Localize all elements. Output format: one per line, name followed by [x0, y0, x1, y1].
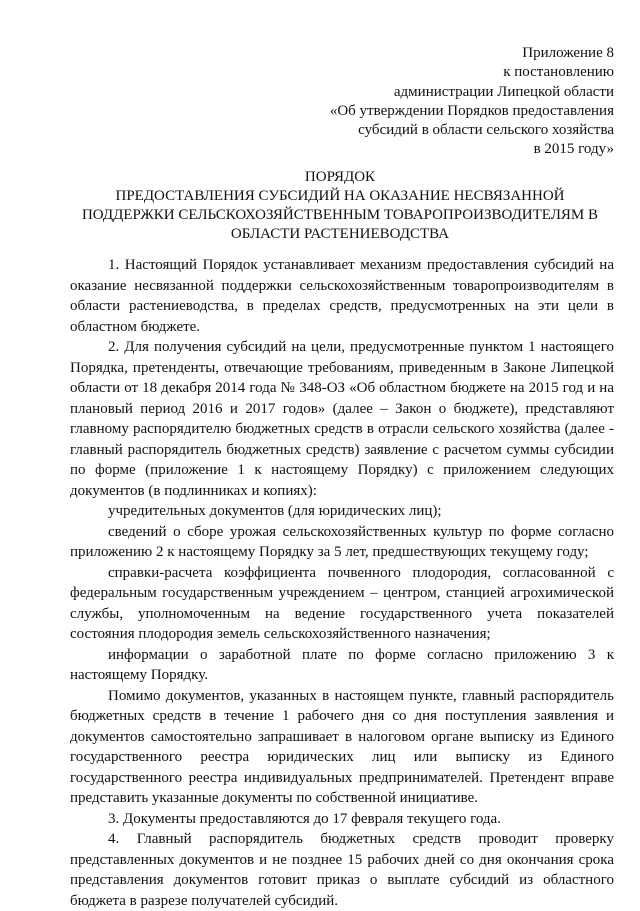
- annex-block: [284, 44, 614, 160]
- title-line: ОБЛАСТИ РАСТЕНИЕВОДСТВА: [230, 226, 450, 242]
- annex-line: в 2015 году»: [533, 141, 614, 158]
- paragraph-registry-request: Помимо документов, указанных в настоящем пункте, главный распорядитель бюджетных средств в течение 1 рабочего дня со дня поступления заявления и документов самостоятельно запрашивает в налоговом органе выписку из Единого государственного реестра юридических лиц или выписку из Единого государственного реестра индивидуальных предпринимателей. Претендент вправе представить указанные документы по собственной инициативе.: [70, 687, 614, 806]
- paragraph-4: 4. Главный распорядитель бюджетных средств проводит проверку представленных документов и не позднее 15 рабочих дней со дня окончания срока представления документов готовит приказ о выплате субсидий из областного бюджета в разрезе получателей субсидий.: [70, 831, 614, 909]
- document-body: [70, 255, 614, 911]
- document-title: [60, 168, 620, 244]
- annex-line: субсидий в области сельского хозяйства: [358, 122, 614, 139]
- paragraph-1: 1. Настоящий Порядок устанавливает механизм предоставления субсидий на оказание несвязанной поддержки сельскохозяйственным товаропроизводителям в области растениеводства, в пределах средств, предусмотренных на эти цели в областном бюджете.: [70, 257, 614, 335]
- annex-line: Приложение 8: [522, 45, 614, 61]
- annex-line: «Об утверждении Порядков предоставления: [329, 102, 614, 119]
- title-line: ПОДДЕРЖКИ СЕЛЬСКОХОЗЯЙСТВЕННЫМ ТОВАРОПРОИЗВОДИТЕЛЯМ В: [81, 207, 599, 223]
- paragraph-3: 3. Документы предоставляются до 17 февраля текущего года.: [108, 810, 501, 827]
- annex-line: к постановлению: [503, 64, 614, 81]
- list-item-soil-certificate: справки-расчета коэффициента почвенного плодородия, согласованной с федеральным государственным учреждением – центром, станцией агрохимической службы, уполномоченным на ведение государственного учета показателей состояния плодородия земель сельскохозяйственного назначения;: [70, 564, 614, 642]
- title-line: ПОРЯДОК: [304, 169, 376, 185]
- list-item-salary-info: информации о заработной плате по форме согласно приложению 3 к настоящему Порядку.: [70, 646, 614, 683]
- list-item-harvest-info: сведений о сборе урожая сельскохозяйственных культур по форме согласно приложению 2 к настоящему Порядку за 5 лет, предшествующих текущему году;: [70, 523, 614, 560]
- list-item-founding-docs: учредительных документов (для юридических лиц);: [108, 503, 442, 519]
- paragraph-2: 2. Для получения субсидий на цели, предусмотренные пунктом 1 настоящего Порядка, претенденты, отвечающие требованиям, приведенным в Законе Липецкой области от 18 декабря 2014 года № 348-ОЗ «Об областном бюджете на 2015 год и на плановый период 2016 и 2017 годов» (далее – Закон о бюджете), представляют главному распорядителю бюджетных средств в отрасли сельского хозяйства (далее - главный распорядитель бюджетных средств) заявление с расчетом суммы субсидии по форме (приложение 1 к настоящему Порядку) с приложением следующих документов (в подлинниках и копиях):: [70, 339, 614, 499]
- annex-line: администрации Липецкой области: [393, 83, 614, 100]
- title-line: ПРЕДОСТАВЛЕНИЯ СУБСИДИЙ НА ОКАЗАНИЕ НЕСВЯЗАННОЙ: [115, 188, 565, 204]
